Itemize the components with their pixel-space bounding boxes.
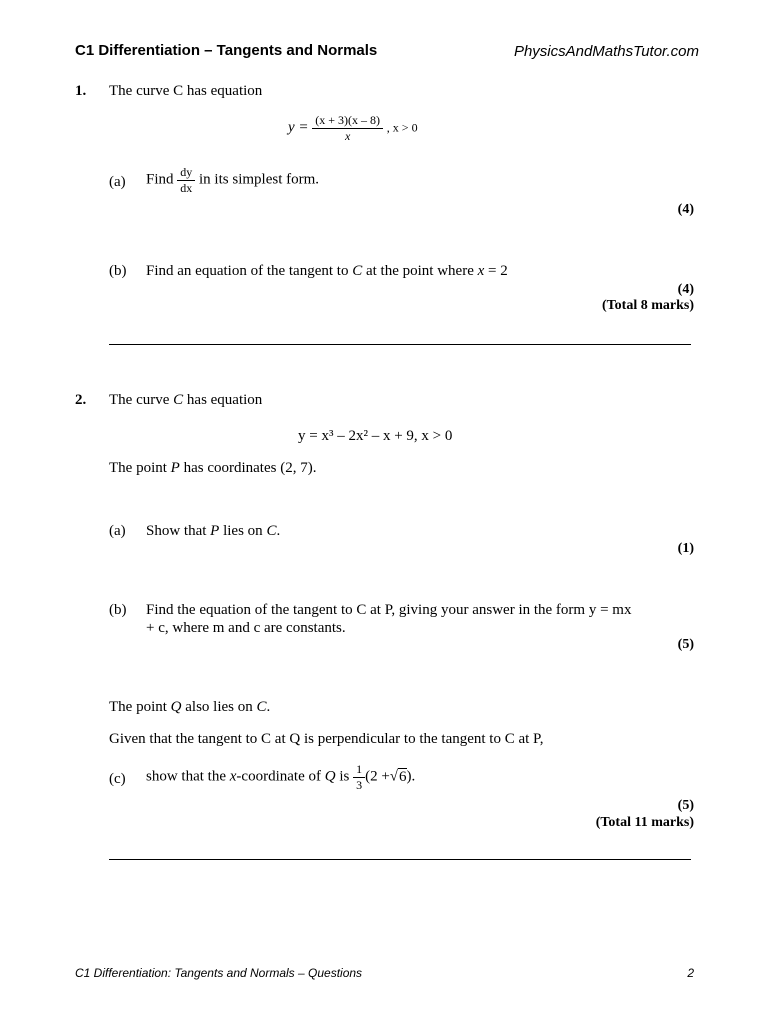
question-1-intro: The curve C has equation xyxy=(109,83,263,99)
question-1a-label: (a) xyxy=(109,174,126,190)
derivative-dy: dy xyxy=(177,166,195,181)
find-rest: in its simplest form. xyxy=(199,171,320,188)
eq-fraction xyxy=(312,114,383,142)
derivative-dx: dx xyxy=(180,180,193,195)
page-title: C1 Differentiation – Tangents and Normals xyxy=(75,42,378,59)
question-1a-text xyxy=(146,166,319,194)
question-2c-marks: (5) xyxy=(677,798,694,813)
question-2b-marks: (5) xyxy=(677,637,694,652)
eq-denominator: x xyxy=(345,128,351,143)
divider-line xyxy=(109,344,691,345)
one-third-fraction: $\frac{1}{3}$ xyxy=(353,763,365,791)
question-2a-marks: (1) xyxy=(677,541,694,556)
page-number: 2 xyxy=(687,966,694,980)
question-2-total: (Total 11 marks) xyxy=(595,815,694,830)
eq-condition: , x > 0 xyxy=(386,120,418,135)
question-1a-marks: (4) xyxy=(677,202,694,217)
divider-line-2 xyxy=(109,859,691,860)
derivative-fraction xyxy=(177,166,195,194)
site-name: PhysicsAndMathsTutor.com xyxy=(513,43,699,60)
eq-lhs: y = xyxy=(288,119,309,136)
root-six: 6 xyxy=(399,768,407,785)
question-2-intro: The curve C has equation xyxy=(109,392,263,408)
question-2c-text: show that the x-coordinate of Q is $\frac{1}{3}$ (2 +√6). xyxy=(146,762,416,792)
eq-numerator: (x + 3)(x – 8) xyxy=(312,114,383,129)
question-2-number: 2. xyxy=(75,392,87,408)
question-1-number: 1. xyxy=(75,83,87,99)
question-2b-line-2: + c, where m and c are constants. xyxy=(146,620,346,636)
question-2-equation: y = x³ – 2x² – x + 9, x > 0 xyxy=(298,428,453,444)
question-2-point-q: The point Q also lies on C. xyxy=(109,699,271,715)
question-1b-text: Find an equation of the tangent to C at the point where x = 2 xyxy=(146,263,508,279)
question-2-point: The point P has coordinates (2, 7). xyxy=(109,460,317,476)
question-1-total: (Total 8 marks) xyxy=(601,298,694,313)
question-2a-label: (a) xyxy=(109,523,126,539)
question-2b-label: (b) xyxy=(109,602,127,618)
footer-title: C1 Differentiation: Tangents and Normals – Questions xyxy=(75,966,363,980)
question-1-equation xyxy=(288,114,418,142)
question-2-given: Given that the tangent to C at Q is perpendicular to the tangent to C at P, xyxy=(109,731,544,747)
question-2b-line-1: Find the equation of the tangent to C at P, giving your answer in the form y = mx xyxy=(146,602,632,618)
question-2a-text: Show that P lies on C. xyxy=(146,523,281,539)
question-1b-marks: (4) xyxy=(677,282,694,297)
question-1b-label: (b) xyxy=(109,263,127,279)
find-word: Find xyxy=(146,171,174,188)
question-2c-label: (c) xyxy=(109,771,126,787)
